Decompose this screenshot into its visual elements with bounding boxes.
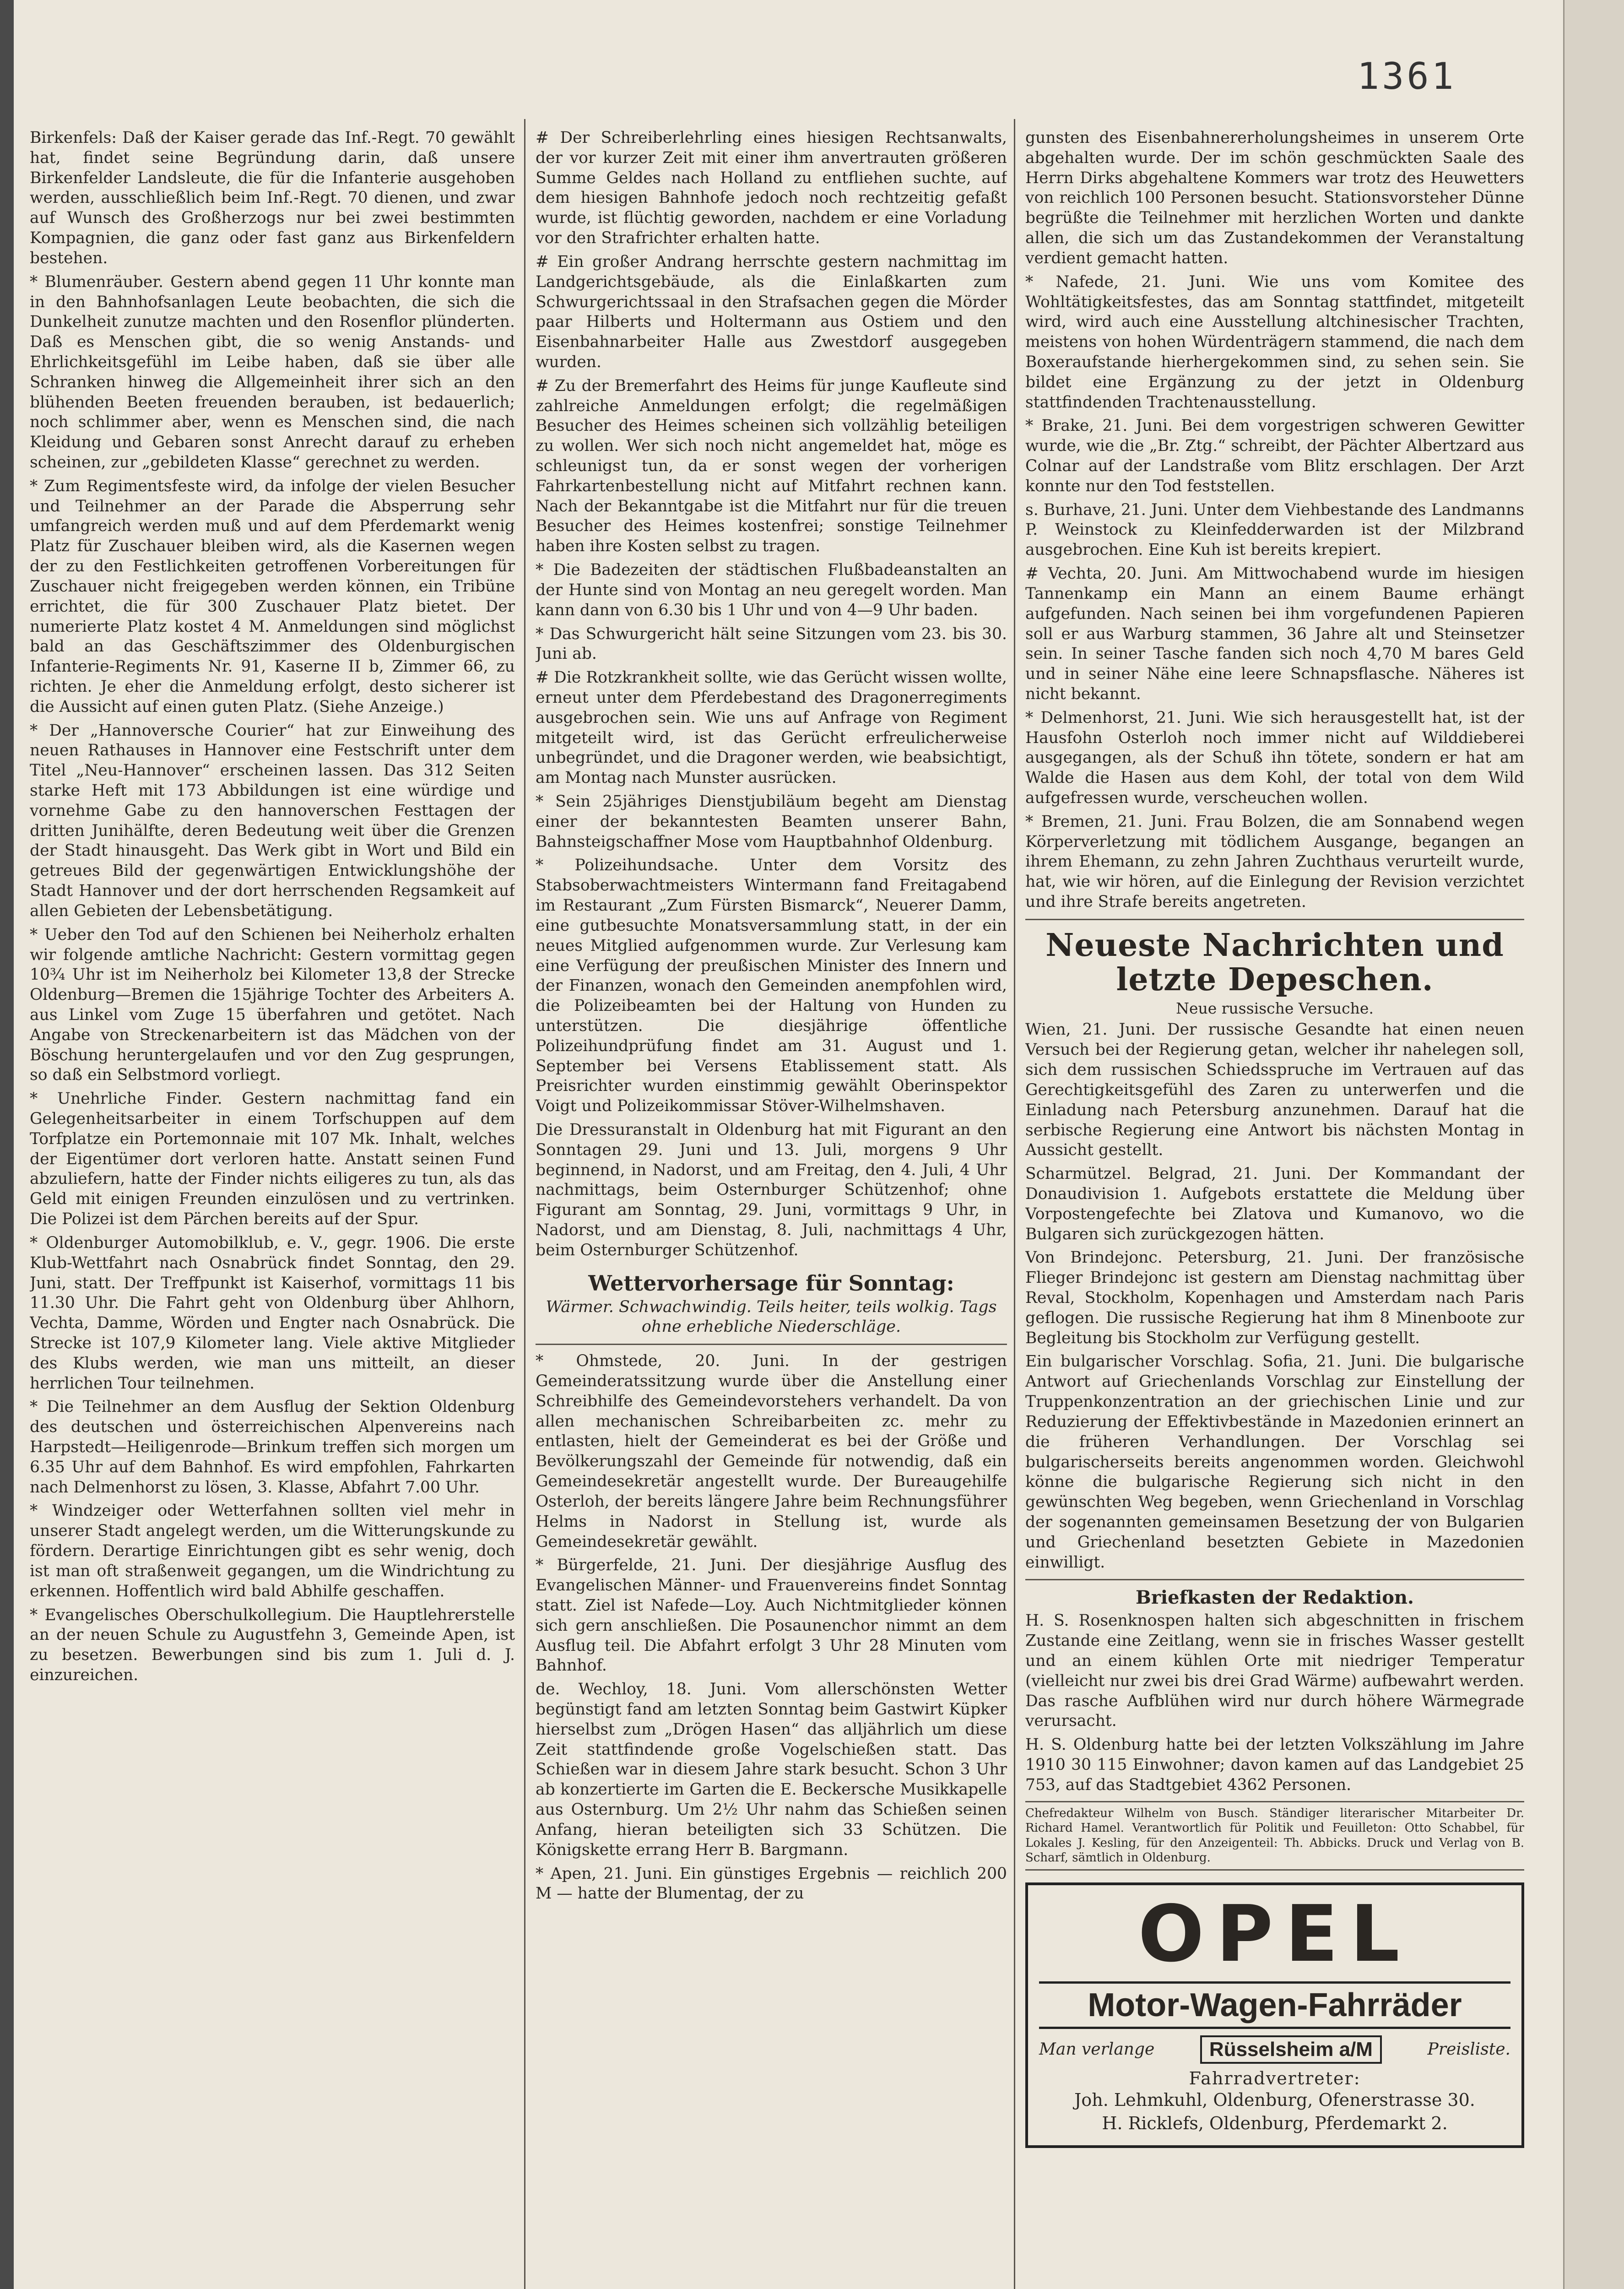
article-paragraph: * Oldenburger Automobilklub, e. V., gegr. 1906. Die erste Klub-Wettfahrt nach Osnabrück findet Sonntag, den 29. Juni, statt. Der Treffpunkt ist Kaiserhof, vormittags 11 bis 11.30 Uhr. Die Fahrt geht von Oldenburg über Ahlhorn, Vechta, Damme, Wörden und Engter nach Osnabrück. Die Strecke ist 107,9 Kilometer lang. Viele aktive Mitglieder des Klubs werden, wie man uns mitteilt, an dieser herrlichen Tour teilnehmen.	[30, 1233, 515, 1393]
ad-location-box: Rüsselsheim a/M	[1200, 2035, 1382, 2064]
ad-product-line: Motor-Wagen-Fahrräder	[1039, 1981, 1510, 2029]
ad-tag-right: Preisliste.	[1427, 2040, 1510, 2059]
article-paragraph: * Die Badezeiten der städtischen Flußbadeanstalten an der Hunte sind von Montag an neu geregelt worden. Man kann dann von 6.30 bis 1 Uhr und von 4—9 Uhr baden.	[536, 561, 1007, 619]
article-paragraph: * Die Teilnehmer an dem Ausflug der Sektion Oldenburg des deutschen und österreichischen Alpenvereins nach Harpstedt—Heiligenrode—Brinkum treffen sich morgen um 6.35 Uhr auf dem Bahnhof. Es wird empfohlen, Fahrkarten nach Delmenhorst zu lösen, 3. Klasse, Abfahrt 7.00 Uhr.	[30, 1398, 515, 1497]
article-paragraph: * Windzeiger oder Wetterfahnen sollten viel mehr in unserer Stadt angelegt werden, um die Witterungskunde zu fördern. Derartige Einrichtungen gibt es sehr wenig, doch ist man oft straßenweit gegangen, um die Windrichtung zu erkennen. Hoffentlich wird bald Abhilfe geschaffen.	[30, 1502, 515, 1600]
article-paragraph: * Zum Regimentsfeste wird, da infolge der vielen Besucher und Teilnehmer an der Parade die Absperrung sehr umfangreich werden muß und auf dem Pferdemarkt wenig Platz für Zuschauer bleiben wird, als die Kasernen wegen der zu den Festlichkeiten getroffenen Vorbereitungen für Zuschauer nicht freigegeben werden können, ein Tribüne errichtet, die für 300 Zuschauer Platz bietet. Der numerierte Platz kostet 4 M. Anmeldungen sind möglichst bald an das Geschäftszimmer des Oldenburgischen Infanterie-Regiments Nr. 91, Kaserne II b, Zimmer 66, zu richten. Je eher die Anmeldung erfolgt, desto sicherer ist die Aussicht auf einen guten Platz. (Siehe Anzeige.)	[30, 477, 515, 716]
article-paragraph: * Ohmstede, 20. Juni. In der gestrigen Gemeinderatssitzung wurde über die Anstellung einer Schreibhilfe des Gemeindevorstehers verhandelt. Da von allen mechanischen Schreibarbeiten zc. mehr zu entlasten, hielt der Gemeinderat es bei der Größe und Bevölkerungszahl der Gemeinde für notwendig, daß ein Gemeindesekretär angestellt wurde. Der Bureaugehilfe Osterloh, der bereits längere Jahre beim Rechnungsführer Helms in Nadorst in Stellung ist, wurde als Gemeindesekretär gewählt.	[536, 1352, 1007, 1551]
article-paragraph: s. Burhave, 21. Juni. Unter dem Viehbestande des Landmanns P. Weinstock zu Kleinfedderwarden ist der Milzbrand ausgebrochen. Eine Kuh ist bereits krepiert.	[1025, 500, 1524, 559]
article-paragraph: # Der Schreiberlehrling eines hiesigen Rechtsanwalts, der vor kurzer Zeit mit einer ihm anvertrauten größeren Summe Geldes nach Holland zu entfliehen suchte, auf dem hiesigen Bahnhofe jedoch noch rechtzeitig gefaßt wurde, ist flüchtig geworden, nachdem er eine Vorladung vor den Strafrichter erhalten hatte.	[536, 129, 1007, 248]
adjacent-page-edge	[1563, 0, 1624, 2289]
article-paragraph: # Zu der Bremerfahrt des Heims für junge Kaufleute sind zahlreiche Anmeldungen erfolgt; die regelmäßigen Besucher des Heimes scheinen sich vollzählig beteiligen zu wollen. Wer sich noch nicht angemeldet hat, möge es schleunigst tun, da er sonst wegen der vorherigen Fahrkartenbestellung nicht auf Mitfahrt rechnen kann. Nach der Bekanntgabe ist die Mitfahrt nur für die treuen Besucher des Heimes kostenfrei; sonstige Teilnehmer haben ihre Kosten selbst zu tragen.	[536, 376, 1007, 556]
article-paragraph: * Blumenräuber. Gestern abend gegen 11 Uhr konnte man in den Bahnhofsanlagen Leute beobachten, die sich die Dunkelheit zunutze machten und den Rosenflor plünderten. Daß es Menschen gibt, die so wenig Anstands- und Ehrlichkeitsgefühl im Leibe haben, daß sie über alle Schranken hinweg die Allgemeinheit ihrer sich an den blühenden Beeten freuenden berauben, ist bedauerlich; noch schlimmer aber, wenn es Menschen sind, die nach Kleidung und Gebaren sonst Anrecht darauf zu erheben scheinen, zur „gebildeten Klasse“ gerechnet zu werden.	[30, 272, 515, 472]
ad-dealer-2: H. Ricklefs, Oldenburg, Pferdemarkt 2.	[1102, 2113, 1448, 2134]
page-number: 1361	[1357, 55, 1456, 98]
column-2	[536, 128, 1007, 2289]
ad-tag-left: Man verlange	[1039, 2040, 1155, 2059]
article-paragraph: Wien, 21. Juni. Der russische Gesandte hat einen neuen Versuch bei der Regierung getan, welcher ihr nahelegen soll, sich dem russischen Schiedsspruche im Vertrauen auf das Gerechtigkeitsgefühl des Zaren zu unterwerfen und die Einladung nach Petersburg anzunehmen. Darauf hat die serbische Regierung eine Antwort bis nächsten Montag in Aussicht gestellt.	[1025, 1020, 1524, 1160]
divider	[536, 1344, 1007, 1345]
article-paragraph: Birkenfels: Daß der Kaiser gerade das Inf.-Regt. 70 gewählt hat, findet seine Begründung darin, daß unsere Birkenfelder Landsleute, die für die Infanterie ausgehoben werden, ausschließlich beim Inf.-Regt. 70 dienen, und zwar auf Wunsch des Großherzogs nur bei zwei bestimmten Kompagnien, die ganz oder fast ganz aus Birkenfeldern bestehen.	[30, 129, 515, 267]
article-paragraph: # Die Rotzkrankheit sollte, wie das Gerücht wissen wollte, erneut unter dem Pferdebestand des Dragonerregiments ausgebrochen sein. Wie uns auf Anfrage von Regiment mitgeteilt wird, ist das Gerücht erfreulicherweise unbegründet, und die Dragoner werden, wie beabsichtigt, am Montag nach Munster ausrücken.	[536, 668, 1007, 787]
ad-dealer-1: Joh. Lehmkuhl, Oldenburg, Ofenerstrasse 30.	[1074, 2089, 1475, 2110]
ad-brand-logo: OPEL	[1138, 1888, 1412, 1980]
column-rule	[524, 119, 525, 2289]
article-paragraph: Von Brindejonc. Petersburg, 21. Juni. Der französische Flieger Brindejonc ist gestern am Dienstag nachmittag über Reval, Stockholm, Kopenhagen und Amsterdam nach Paris geflogen. Die russische Regierung hat ihm 8 Minenboote zur Begleitung bis Stockholm zur Verfügung gestellt.	[1025, 1248, 1524, 1347]
divider	[1025, 1579, 1524, 1580]
article-paragraph: * Apen, 21. Juni. Ein günstiges Ergebnis — reichlich 200 M — hatte der Blumentag, der zu	[536, 1864, 1007, 1903]
article-paragraph: * Das Schwurgericht hält seine Sitzungen vom 23. bis 30. Juni ab.	[536, 624, 1007, 663]
article-paragraph: de. Wechloy, 18. Juni. Vom allerschönsten Wetter begünstigt fand am letzten Sonntag beim Gastwirt Küpker hierselbst zum „Drögen Hasen“ das alljährlich um diese Zeit stattfindende große Vogelschießen statt. Das Schießen war in diesem Jahre stark besucht. Schon 3 Uhr ab konzertierte im Garten die E. Beckersche Musikkapelle aus Osternburg. Um 2½ Uhr nahm das Schießen seinen Anfang, hieran beteiligten sich 33 Schützen. Die Königskette errang Herr B. Bargmann.	[536, 1680, 1007, 1859]
article-paragraph: H. S. Oldenburg hatte bei der letzten Volkszählung im Jahre 1910 30 115 Einwohner; davon kamen auf das Landgebiet 25 753, auf das Stadtgebiet 4362 Personen.	[1025, 1736, 1524, 1794]
article-paragraph: Die Dressuranstalt in Oldenburg hat mit Figurant an den Sonntagen 29. Juni und 13. Juli, morgens 9 Uhr beginnend, in Nadorst, und am Freitag, den 4. Juli, 4 Uhr nachmittags, beim Osternburger Schützenhof; ohne Figurant am Sonntag, 29. Juni, vormittags 9 Uhr, in Nadorst, und am Dienstag, 8. Juli, nachmittags 4 Uhr, beim Osternburger Schützenhof.	[536, 1121, 1007, 1259]
article-paragraph: # Ein großer Andrang herrschte gestern nachmittag im Landgerichtsgebäude, als die Einlaßkarten zum Schwurgerichtssaal in den Strafsachen gegen die Mörder paar Hilberts und Holtermann aus Ostiem und den Eisenbahnarbeiter Halle aus Zwestdorf ausgegeben wurden.	[536, 252, 1007, 371]
divider	[1025, 919, 1524, 920]
article-paragraph: * Sein 25jähriges Dienstjubiläum begeht am Dienstag einer der bekanntesten Beamten unserer Bahn, Bahnsteigschaffner Mose vom Hauptbahnhof Oldenburg.	[536, 792, 1007, 851]
article-paragraph: * Evangelisches Oberschulkollegium. Die Hauptlehrerstelle an der neuen Schule zu Augustfehn 3, Gemeinde Apen, ist zu besetzen. Bewerbungen sind bis zum 1. Juli d. J. einzureichen.	[30, 1606, 515, 1684]
article-paragraph: # Vechta, 20. Juni. Am Mittwochabend wurde im hiesigen Tannenkamp ein Mann an einem Baume erhängt aufgefunden. Nach seinen bei ihm vorgefundenen Papieren soll er aus Warburg stammen, 36 Jahre alt und Steinsetzer sein. In seiner Tasche fanden sich noch 4,70 M bares Geld und in seiner Nähe eine leere Schnapsflasche. Näheres ist nicht bekannt.	[1025, 564, 1524, 703]
imprint: Chefredakteur Wilhelm von Busch. Ständiger literarischer Mitarbeiter Dr. Richard Hamel. Verantwortlich für Politik und Feuilleton: Otto Schabbel, für Lokales J. Kesling, für den Anzeigenteil: Th. Abbicks. Druck und Verlag von B. Scharf, sämtlich in Oldenburg.	[1025, 1801, 1524, 1871]
opel-advertisement	[1025, 1882, 1524, 2148]
ad-dealer-heading: Fahrradvertreter:	[1189, 2068, 1361, 2088]
weather-forecast-title: Wettervorhersage für Sonntag:	[588, 1270, 954, 1296]
article-paragraph: Scharmützel. Belgrad, 21. Juni. Der Kommandant der Donaudivision 1. Aufgebots erstattete die Meldung über Vorpostengefechte bei Zlatova und Kumanovo, wo die Bulgaren sich zurückgezogen hätten.	[1025, 1165, 1524, 1243]
article-paragraph: H. S. Rosenknospen halten sich abgeschnitten in frischem Zustande eine Zeitlang, wenn sie in frisches Wasser gestellt und an einem kühlen Orte mit niedriger Temperatur (vielleicht nur zwei bis drei Grad Wärme) aufbewahrt werden. Das rasche Aufblühen wird nur durch höhere Wärmegrade verursacht.	[1025, 1611, 1524, 1730]
news-subheading: Neue russische Versuche.	[1176, 999, 1374, 1018]
news-section-heading: Neueste Nachrichten und letzte Depeschen.	[1045, 927, 1504, 998]
article-paragraph: * Der „Hannoversche Courier“ hat zur Einweihung des neuen Rathauses in Hannover eine Festschrift unter dem Titel „Neu-Hannover“ erscheinen lassen. Das 312 Seiten starke Heft mit 173 Abbildungen ist eine würdige und vornehme Gabe zu den hannoverschen Festtagen der dritten Junihälfte, deren Bedeutung weit über die Grenzen der Stadt hinausgeht. Das Werk gibt in Wort und Bild ein getreues Bild der gegenwärtigen Entwicklungshöhe der Stadt Hannover und der dort herrschenden Regsamkeit auf allen Gebieten der Lebensbetätigung.	[30, 721, 515, 920]
column-3	[1025, 128, 1524, 2289]
column-rule	[1014, 119, 1015, 2289]
newspaper-page	[14, 0, 1588, 2289]
article-paragraph: * Nafede, 21. Juni. Wie uns vom Komitee des Wohltätigkeitsfestes, das am Sonntag stattfindet, mitgeteilt wird, wird auch eine Ausstellung altchinesischer Trachten, meistens von hohen Würdenträgern stammend, die nach dem Boxeraufstande hierhergekommen sind, zu sehen sein. Sie bildet eine Ergänzung zu der jetzt in Oldenburg stattfindenden Trachtenausstellung.	[1025, 272, 1524, 412]
column-1	[30, 128, 515, 2289]
letterbox-heading: Briefkasten der Redaktion.	[1136, 1587, 1414, 1609]
article-paragraph: Ein bulgarischer Vorschlag. Sofia, 21. Juni. Die bulgarische Antwort auf Griechenlands Vorschlag zur Einstellung der Truppenkonzentration an der griechischen Linie und zur Reduzierung der Effektivbestände in Mazedonien erinnert an die früheren Verhandlungen. Der Vorschlag sei bulgarischerseits bereits angenommen worden. Gleichwohl könne die bulgarische Regierung sich nicht in den gewünschten Weg begeben, wenn Griechenland in Vorschlag der sogenannten gemeinsamen Besetzung der von Bulgarien und Griechenland besetzten Gebiete in Mazedonien einwilligt.	[1025, 1352, 1524, 1572]
article-paragraph: * Bürgerfelde, 21. Juni. Der diesjährige Ausflug des Evangelischen Männer- und Frauenvereins findet Sonntag statt. Ziel ist Nafede—Loy. Auch Nichtmitglieder können sich gern anschließen. Die Posaunenchor nimmt an dem Ausflug teil. Die Abfahrt erfolgt 3 Uhr 28 Minuten vom Bahnhof.	[536, 1556, 1007, 1675]
article-paragraph: * Bremen, 21. Juni. Frau Bolzen, die am Sonnabend wegen Körperverletzung mit tödlichem Ausgange, begangen an ihrem Ehemann, zu zehn Jahren Zuchthaus verurteilt wurde, hat, wie wir hören, auf die Einlegung der Revision verzichtet und ihre Strafe bereits angetreten.	[1025, 812, 1524, 911]
ad-tagline	[1039, 2035, 1510, 2064]
article-paragraph: * Brake, 21. Juni. Bei dem vorgestrigen schweren Gewitter wurde, wie die „Br. Ztg.“ schreibt, der Pächter Albertzard aus Colnar auf der Landstraße vom Blitz erschlagen. Der Arzt konnte nur den Tod feststellen.	[1025, 417, 1524, 495]
article-paragraph: * Ueber den Tod auf den Schienen bei Neiherholz erhalten wir folgende amtliche Nachricht: Gestern vormittag gegen 10¾ Uhr ist im Neiherholz bei Kilometer 13,8 der Strecke Oldenburg—Bremen die 15jährige Tochter des Arbeiters A. aus Linkel vom Zuge 15 überfahren und getötet. Nach Angabe von Streckenarbeitern ist das Mädchen von der Böschung heruntergelaufen und vor den Zug gesprungen, so daß ein Selbstmord vorliegt.	[30, 925, 515, 1085]
weather-forecast-text: Wärmer. Schwachwindig. Teils heiter, teils wolkig. Tags ohne erhebliche Niederschläge.	[546, 1297, 997, 1336]
article-paragraph: * Unehrliche Finder. Gestern nachmittag fand ein Gelegenheitsarbeiter in einem Torfschuppen auf dem Torfplatze ein Portemonnaie mit 107 Mk. Inhalt, welches der Eigentümer dort verloren hatte. Anstatt seinen Fund abzuliefern, hatte der Finder nichts eiligeres zu tun, als das Geld mit einigen Freunden einzulösen und zu vertrinken. Die Polizei ist dem Pärchen bereits auf der Spur.	[30, 1090, 515, 1229]
article-paragraph: gunsten des Eisenbahnererholungsheimes in unserem Orte abgehalten wurde. Der im schön geschmückten Saale des Herrn Dirks abgehaltene Kommers war trotz des Heuwetters von reichlich 100 Personen besucht. Stationsvorsteher Dünne begrüßte die Teilnehmer mit herzlichen Worten und dankte allen, die sich um das Zustandekommen der Veranstaltung verdient gemacht hatten.	[1025, 129, 1524, 267]
article-paragraph: * Delmenhorst, 21. Juni. Wie sich herausgestellt hat, ist der Hausfohn Osterloh noch immer nicht auf Wilddieberei ausgegangen, als der Schuß ihn tötete, sondern er hat am Walde die Hasen aus dem Kohl, der total von dem Wild aufgefressen wurde, verscheuchen wollen.	[1025, 708, 1524, 807]
article-paragraph: * Polizeihundsache. Unter dem Vorsitz des Stabsoberwachtmeisters Wintermann fand Freitagabend im Restaurant „Zum Fürsten Bismarck“, Neuerer Damm, eine gutbesuchte Monatsversammlung statt, in der ein neues Mitglied aufgenommen wurde. Zur Verlesung kam eine Verfügung der preußischen Minister des Innern und der Finanzen, wonach den Gemeinden anempfohlen wird, die Polizeibeamten bei der Haltung von Hunden zu unterstützen. Die diesjährige öffentliche Polizeihundprüfung findet am 31. August und 1. September bei Versens Etablissement statt. Als Preisrichter wurden einstimmig gewählt Oberinspektor Voigt und Polizeikommissar Stöver-Wilhelmshaven.	[536, 856, 1007, 1116]
